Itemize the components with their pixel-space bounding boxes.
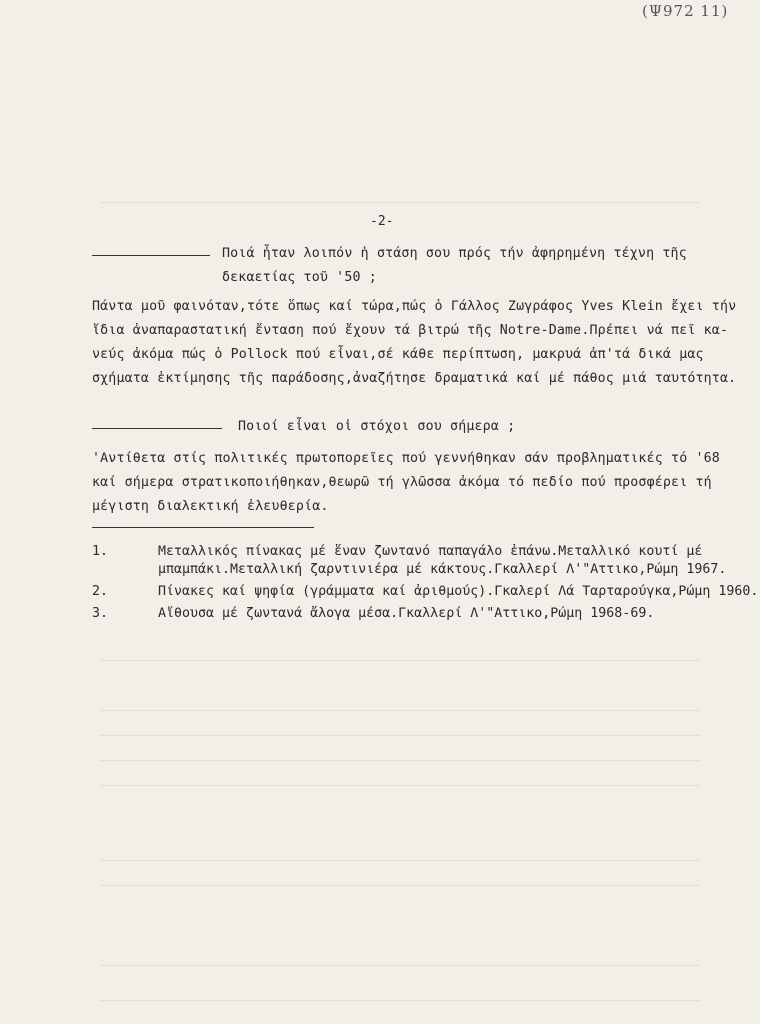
- answer-2-line-2: καί σήμερα στρατικοποιήθηκαν,θεωρῶ τή γλῶσσα ἀκόμα τό πεδίο πού προσφέρει τή: [92, 475, 712, 490]
- footnote-3-line-1: Αἴθουσα μέ ζωντανά ἄλογα μέσα.Γκαλλερί Λ'"Αττικο,Ρώμη 1968-69.: [158, 606, 655, 621]
- ghost-line: [100, 202, 700, 213]
- footnote-number: 1.: [92, 544, 109, 559]
- question-rule: [92, 428, 222, 429]
- footnote-2-line-1: Πίνακες καί ψηφία (γράμματα καί ἀριθμούς).Γκαλερί Λά Ταρταρούγκα,Ρώμη 1960.: [158, 584, 759, 599]
- ghost-line: [100, 860, 700, 861]
- footnote-1-line-2: μπαμπάκι.Μεταλλική ζαρντινιέρα μέ κάκτους.Γκαλλερί Λ'"Αττικο,Ρώμη 1967.: [158, 562, 727, 577]
- footnote-number: 2.: [92, 584, 109, 599]
- question-1-line-1: Ποιά ἦταν λοιπόν ἡ στάση σου πρός τήν ἀφηρημένη τέχνη τῆς: [222, 246, 687, 261]
- footnote-number: 3.: [92, 606, 109, 621]
- page-number: -2-: [370, 214, 394, 229]
- footnote-separator: [92, 527, 314, 528]
- answer-1-line-2: ἴδια ἀναπαραστατική ἔνταση πού ἔχουν τά βιτρώ τῆς Notre-Dame.Πρέπει νά πεῖ κα-: [92, 323, 729, 338]
- ghost-line: [100, 785, 700, 786]
- answer-1-line-4: σχήματα ἐκτίμησης τῆς παράδοσης,ἀναζήτησε δραματικά καί μέ πάθος μιά ταυτότητα.: [92, 371, 737, 386]
- question-1-line-2: δεκαετίας τοῦ '50 ;: [222, 270, 377, 285]
- footnote-1-line-1: Μεταλλικός πίνακας μέ ἕναν ζωντανό παπαγάλο ἐπάνω.Μεταλλικό κουτί μέ: [158, 544, 703, 559]
- question-2-line-1: Ποιοί εἶναι οἱ στόχοι σου σήμερα ;: [238, 419, 516, 434]
- answer-1-line-3: νεύς ἀκόμα πώς ὁ Pollock πού εἶναι,σέ κάθε περίπτωση, μακρυά ἀπ'τά δικά μας: [92, 347, 704, 362]
- ghost-line: [100, 965, 700, 966]
- ghost-line: [100, 1000, 700, 1001]
- question-rule: [92, 255, 210, 256]
- ghost-line: [100, 710, 700, 711]
- answer-2-line-3: μέγιστη διαλεκτική ἐλευθερία.: [92, 499, 329, 514]
- ghost-line: [100, 885, 700, 886]
- ghost-line: [100, 660, 700, 671]
- answer-1-line-1: Πάντα μοῦ φαινόταν,τότε ὅπως καί τώρα,πώς ὁ Γάλλος Ζωγράφος Yves Klein ἔχει τήν: [92, 299, 737, 314]
- ghost-line: [100, 760, 700, 761]
- answer-2-line-1: 'Αντίθετα στίς πολιτικές πρωτοπορεῖες πού γεννήθηκαν σάν προβληματικές τό '68: [92, 451, 720, 466]
- archive-mark: (Ψ972 11): [642, 2, 729, 20]
- ghost-line: [100, 735, 700, 736]
